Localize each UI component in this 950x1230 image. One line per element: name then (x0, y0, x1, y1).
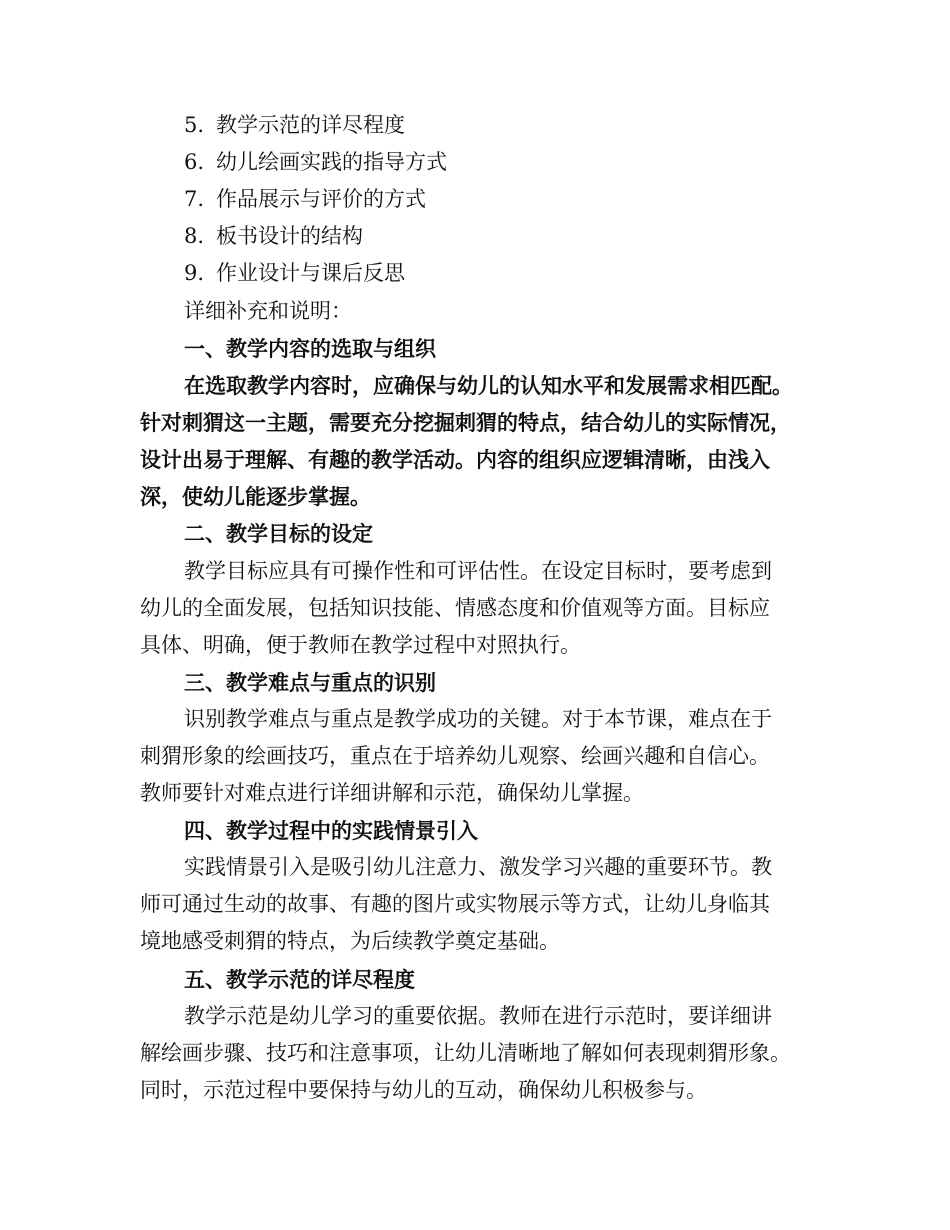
paragraph-line: 具体、明确，便于教师在教学过程中对照执行。 (140, 633, 581, 657)
list-number: 6. (184, 150, 205, 174)
list-item (184, 107, 820, 144)
intro-text: 详细补充和说明： (184, 299, 352, 323)
list-text: 作品展示与评价的方式 (216, 187, 426, 211)
section-heading: 五、教学示范的详尽程度 (184, 967, 415, 992)
list-item (184, 181, 820, 218)
section-heading: 二、教学目标的设定 (184, 521, 373, 546)
paragraph-line: 师可通过生动的故事、有趣的图片或实物展示等方式，让幼儿身临其 (140, 892, 770, 916)
list-text: 板书设计的结构 (216, 224, 363, 248)
paragraph-line: 实践情景引入是吸引幼儿注意力、激发学习兴趣的重要环节。教 (184, 855, 772, 879)
list-text: 幼儿绘画实践的指导方式 (216, 150, 447, 174)
paragraph-line: 解绘画步骤、技巧和注意事项，让幼儿清晰地了解如何表现刺猬形象。 (140, 1041, 791, 1065)
paragraph-line: 在选取教学内容时，应确保与幼儿的认知水平和发展需求相匹配。 (184, 373, 793, 398)
paragraph-line: 深，使幼儿能逐步掌握。 (140, 484, 371, 509)
section-heading: 四、教学过程中的实践情景引入 (184, 818, 478, 843)
paragraph-line: 教师要针对难点进行详细讲解和示范，确保幼儿掌握。 (140, 781, 644, 805)
paragraph-line: 境地感受刺猬的特点，为后续教学奠定基础。 (140, 929, 560, 953)
paragraph-line: 同时，示范过程中要保持与幼儿的互动，确保幼儿积极参与。 (140, 1078, 707, 1102)
list-item (184, 144, 820, 181)
section-heading: 三、教学难点与重点的识别 (184, 670, 436, 695)
list-item (184, 218, 820, 255)
section-heading: 一、教学内容的选取与组织 (184, 336, 436, 361)
paragraph-line: 教学示范是幼儿学习的重要依据。教师在进行示范时，要详细讲 (184, 1004, 772, 1028)
list-number: 9. (184, 261, 205, 285)
list-number: 5. (184, 113, 205, 137)
paragraph-line: 针对刺猬这一主题，需要充分挖掘刺猬的特点，结合幼儿的实际情况， (140, 410, 791, 435)
list-number: 7. (184, 187, 205, 211)
paragraph-line: 教学目标应具有可操作性和可评估性。在设定目标时，要考虑到 (184, 559, 772, 583)
paragraph-line: 识别教学难点与重点是教学成功的关键。对于本节课，难点在于 (184, 707, 772, 731)
list-number: 8. (184, 224, 205, 248)
paragraph-line: 幼儿的全面发展，包括知识技能、情感态度和价值观等方面。目标应 (140, 596, 770, 620)
list-item (184, 255, 820, 292)
list-text: 作业设计与课后反思 (216, 261, 405, 285)
paragraph-line: 设计出易于理解、有趣的教学活动。内容的组织应逻辑清晰，由浅入 (140, 447, 770, 472)
list-text: 教学示范的详尽程度 (216, 113, 405, 137)
paragraph-line: 刺猬形象的绘画技巧，重点在于培养幼儿观察、绘画兴趣和自信心。 (140, 744, 770, 768)
